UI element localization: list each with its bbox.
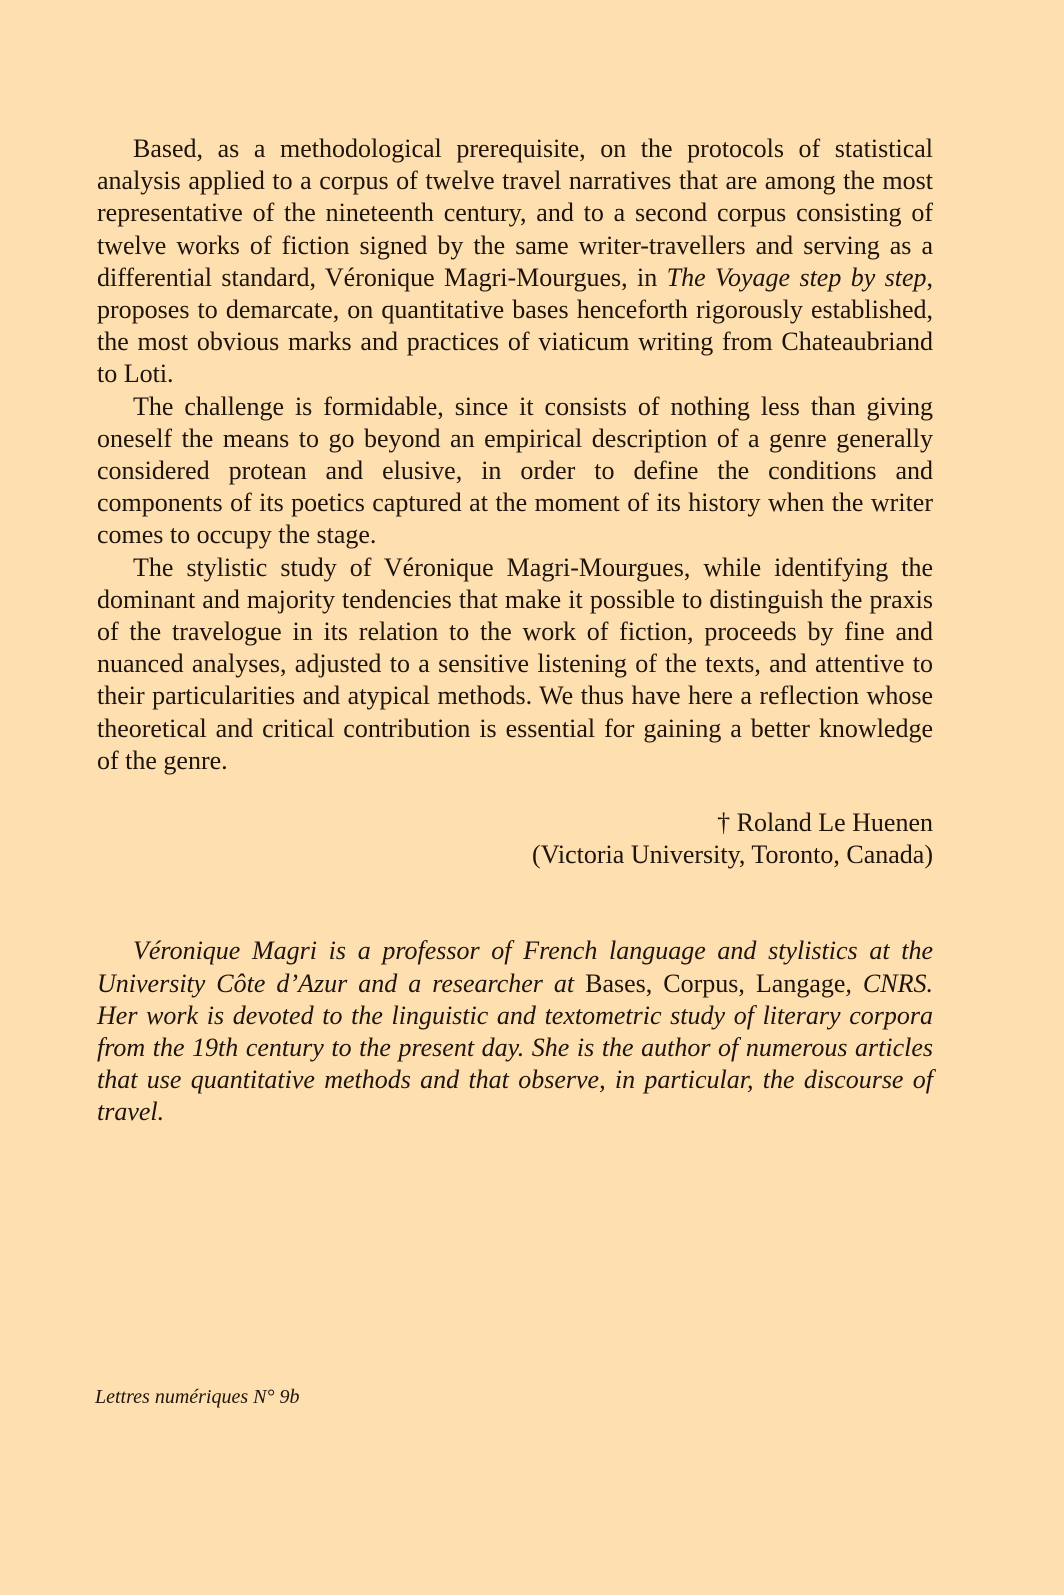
paragraph-1-text-b: , proposes to demarcate, on quantitative bases henceforth rigorously established, the most obvious marks and practices of viaticum writing from Chateaubriand to Loti.: [97, 262, 933, 389]
lab-name: Bases, Corpus, Langage: [585, 968, 846, 998]
paragraph-3: The stylistic study of Véronique Magri-Mourgues, while identifying the dominant and majority tendencies that make it possible to distinguish the praxis of the travelogue in its relation to the work of fiction, proceeds by fine and nuanced analyses, adjusted to a sensitive listening of the texts, and attentive to their particularities and atypical methods. We thus have here a reflection whose theoretical and critical contribution is essential for gaining a better knowledge of the genre.: [97, 552, 933, 775]
book-title: The Voyage step by step: [666, 262, 927, 292]
back-cover-text: [97, 133, 933, 1155]
paragraph-2: The challenge is formidable, since it consists of nothing less than giving oneself the means to go beyond an empirical description of a genre generally considered protean and elusive, in order to define the conditions and components of its poetics captured at the moment of its history when the writer comes to occupy the stage.: [97, 391, 933, 550]
signature-name: † Roland Le Huenen: [717, 808, 933, 838]
author-bio-text-b: , CNRS. Her work is devoted to the linguistic and textometric study of literary corpora from the 19th century to the present day. She is the author of numerous articles that use quantitative methods and that observe, in particular, the discourse of travel.: [97, 968, 933, 1127]
paragraph-1-text-a: Based, as a methodological prerequisite, on the protocols of statistical analysis applied to a corpus of twelve travel narratives that are among the most representative of the nineteenth century, and to a second corpus consisting of twelve works of fiction signed by the same writer-travellers and serving as a differential standard, Véronique Magri-Mourgues, in: [97, 134, 933, 292]
signature-block: [97, 807, 933, 871]
signature-affiliation: (Victoria University, Toronto, Canada): [532, 840, 933, 870]
series-footer: Lettres numériques N° 9b: [95, 1386, 300, 1408]
paragraph-1: [97, 133, 933, 391]
author-bio: [97, 935, 933, 1128]
author-bio-text-a: Véronique Magri is a professor of French language and stylistics at the University Côte d’Azur and a researcher at: [97, 936, 933, 998]
